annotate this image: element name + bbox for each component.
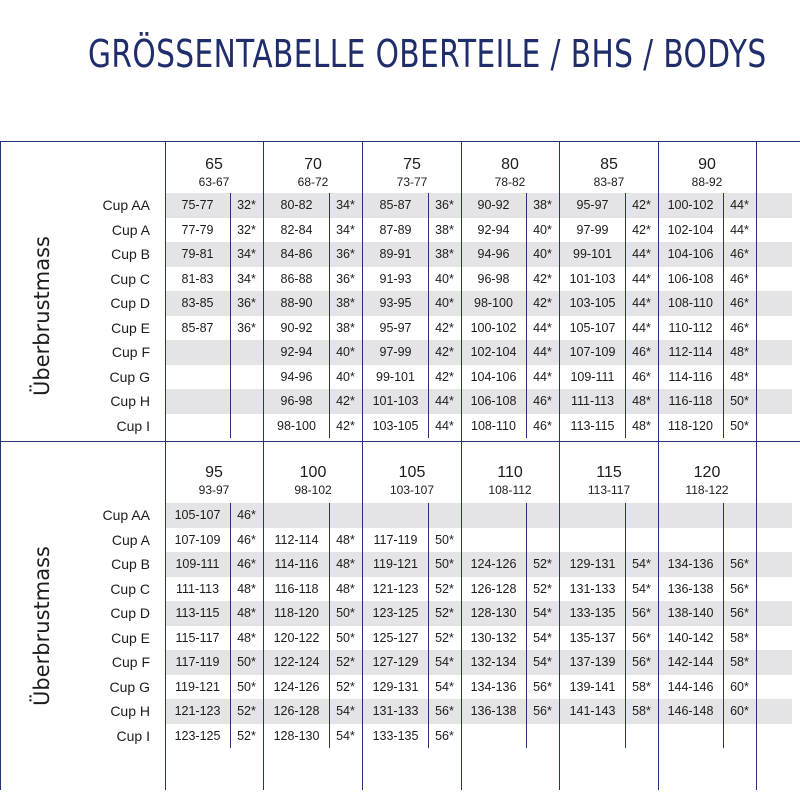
- band-size: 115: [596, 464, 622, 481]
- size-cell: 40*: [533, 222, 552, 237]
- size-cell: 42*: [336, 394, 355, 408]
- size-cell: [625, 528, 658, 552]
- table-top-rule: [0, 141, 800, 142]
- cup-label: Cup AA: [102, 197, 150, 213]
- size-cell: 40*: [336, 345, 355, 359]
- bust-range-cell: 105-107: [174, 508, 221, 522]
- table-left-border: [0, 141, 1, 441]
- size-cell: [625, 503, 658, 527]
- size-cell: 50*: [730, 418, 749, 433]
- band-range: 98-102: [294, 483, 332, 497]
- size-cell: 44*: [730, 222, 749, 237]
- size-cell: 48*: [336, 557, 355, 571]
- size-cell: 48*: [336, 581, 355, 596]
- side-label-ueberbrustmass: Überbrustmass: [30, 235, 54, 396]
- bust-range-cell: 112-114: [274, 532, 319, 547]
- size-cell: 54*: [632, 581, 651, 596]
- cup-label: Cup E: [111, 629, 150, 646]
- size-cell: [526, 528, 559, 552]
- bust-range-cell: 139-141: [569, 679, 616, 694]
- band-size: 70: [304, 156, 322, 173]
- band-size: 105: [398, 464, 426, 481]
- size-cell: [723, 528, 756, 552]
- bust-range-cell: 108-110: [668, 296, 713, 310]
- size-cell: 56*: [730, 606, 749, 620]
- cup-label: Cup G: [109, 678, 150, 695]
- bust-range-cell: 128-130: [273, 728, 320, 743]
- size-cell: 58*: [632, 704, 651, 718]
- size-cell: 48*: [237, 630, 256, 645]
- bust-range-cell: 99-101: [573, 247, 612, 261]
- bust-range-cell: 118-120: [668, 418, 713, 433]
- bust-range-cell: 86-88: [280, 271, 313, 286]
- bust-range-cell: 119-121: [175, 679, 220, 694]
- bust-range-cell: 96-98: [477, 271, 510, 286]
- bust-range-cell: 141-143: [569, 704, 616, 718]
- band-size: 100: [299, 464, 327, 481]
- bust-range-cell: 116-118: [668, 394, 713, 408]
- size-cell: 56*: [632, 630, 651, 645]
- bust-range-cell: 118-120: [274, 606, 319, 620]
- size-cell: 56*: [533, 704, 552, 718]
- bust-range-cell: 117-119: [373, 532, 418, 547]
- bust-range-cell: 132-134: [470, 655, 517, 669]
- bust-range-cell: 121-123: [372, 581, 419, 596]
- size-cell: 44*: [730, 198, 749, 212]
- bust-range-cell: [560, 724, 625, 748]
- bust-range-cell: 126-128: [273, 704, 320, 718]
- size-cell: 54*: [435, 679, 454, 694]
- size-cell: 56*: [435, 728, 454, 743]
- bust-range-cell: 80-82: [280, 198, 313, 212]
- size-cell: 40*: [435, 296, 454, 310]
- bust-range-cell: [658, 503, 723, 527]
- page-title: GRÖSSENTABELLE OBERTEILE / BHS / BODYS: [88, 32, 767, 76]
- size-cell: 58*: [632, 679, 651, 694]
- bust-range-cell: 102-104: [470, 345, 517, 359]
- band-range: 68-72: [297, 175, 329, 189]
- cup-label: Cup A: [111, 531, 150, 548]
- size-cell: [723, 724, 756, 748]
- bust-range-cell: 91-93: [379, 271, 412, 286]
- bust-range-cell: [461, 528, 526, 552]
- size-cell: 50*: [435, 532, 454, 547]
- bust-range-cell: 101-103: [569, 271, 616, 286]
- bust-range-cell: 129-131: [372, 679, 419, 694]
- bust-range-cell: 107-109: [569, 345, 616, 359]
- size-cell: 46*: [533, 418, 552, 433]
- band-size: 85: [600, 156, 618, 173]
- cup-label: Cup G: [109, 368, 150, 385]
- bust-range-cell: 90-92: [280, 320, 313, 335]
- size-cell: 52*: [533, 557, 552, 571]
- bust-range-cell: 77-79: [181, 222, 214, 237]
- band-range: 93-97: [198, 483, 230, 497]
- size-cell: 46*: [237, 532, 256, 547]
- bust-range-cell: 116-118: [274, 581, 319, 596]
- bust-range-cell: [658, 528, 723, 552]
- bust-range-cell: 83-85: [181, 296, 214, 310]
- size-cell: [428, 503, 461, 527]
- size-cell: 52*: [237, 728, 256, 743]
- size-cell: 42*: [435, 320, 454, 335]
- band-range: 108-112: [488, 483, 532, 497]
- size-cell: 38*: [533, 198, 552, 212]
- size-cell: 44*: [533, 320, 552, 335]
- size-cell: 52*: [336, 655, 355, 669]
- bust-range-cell: 111-113: [570, 394, 615, 408]
- bust-range-cell: 125-127: [372, 630, 419, 645]
- bust-range-cell: [560, 528, 625, 552]
- size-cell: 54*: [533, 606, 552, 620]
- bust-range-cell: 146-148: [667, 704, 714, 718]
- size-cell: [230, 365, 263, 389]
- bust-range-cell: 96-98: [280, 394, 313, 408]
- size-cell: 42*: [632, 198, 651, 212]
- bust-range-cell: 136-138: [470, 704, 517, 718]
- cup-label: Cup I: [116, 727, 150, 744]
- bust-range-cell: 133-135: [372, 728, 419, 743]
- bust-range-cell: 109-111: [570, 369, 615, 384]
- size-cell: 56*: [730, 581, 749, 596]
- cup-label: Cup H: [110, 703, 150, 719]
- bust-range-cell: 98-100: [277, 418, 316, 433]
- bust-range-cell: 95-97: [576, 198, 609, 212]
- bust-range-cell: 113-115: [175, 606, 220, 620]
- size-cell: 36*: [336, 271, 355, 286]
- size-cell: [230, 414, 263, 438]
- band-size: 65: [205, 156, 223, 173]
- size-cell: 54*: [435, 655, 454, 669]
- block-separator-rule: [0, 441, 800, 442]
- bust-range-cell: 94-96: [477, 247, 510, 261]
- size-cell: 58*: [730, 630, 749, 645]
- size-cell: 46*: [730, 271, 749, 286]
- bust-range-cell: 124-126: [470, 557, 517, 571]
- size-cell: 48*: [237, 581, 256, 596]
- size-cell: 36*: [237, 296, 256, 310]
- bust-range-cell: 104-106: [667, 247, 714, 261]
- cup-label: Cup C: [110, 580, 150, 597]
- bust-range-cell: 84-86: [280, 247, 313, 261]
- bust-range-cell: 97-99: [576, 222, 609, 237]
- cup-label: Cup A: [111, 221, 150, 238]
- cup-label: Cup D: [110, 605, 150, 621]
- bust-range-cell: 114-116: [668, 369, 713, 384]
- bust-range-cell: 123-125: [174, 728, 221, 743]
- bust-range-cell: 97-99: [379, 345, 412, 359]
- side-label-ueberbrustmass: Überbrustmass: [30, 545, 54, 706]
- bust-range-cell: 114-116: [274, 557, 319, 571]
- bust-range-cell: 137-139: [569, 655, 616, 669]
- size-cell: [526, 503, 559, 527]
- size-cell: 38*: [336, 296, 355, 310]
- bust-range-cell: 100-102: [667, 198, 714, 212]
- size-cell: 46*: [730, 247, 749, 261]
- cup-label: Cup AA: [102, 507, 150, 523]
- size-cell: 52*: [533, 581, 552, 596]
- cup-label: Cup I: [116, 417, 150, 434]
- size-cell: 60*: [730, 704, 749, 718]
- bust-range-cell: [461, 503, 526, 527]
- size-cell: 50*: [435, 557, 454, 571]
- size-cell: 50*: [336, 630, 355, 645]
- bust-range-cell: 99-101: [376, 369, 415, 384]
- size-cell: 46*: [632, 345, 651, 359]
- size-cell: 54*: [533, 655, 552, 669]
- size-cell: 56*: [632, 606, 651, 620]
- bust-range-cell: 88-90: [280, 296, 313, 310]
- bust-range-cell: 121-123: [174, 704, 221, 718]
- bust-range-cell: 85-87: [379, 198, 412, 212]
- bust-range-cell: 87-89: [379, 222, 412, 237]
- bust-range-cell: 98-100: [474, 296, 513, 310]
- cup-label: Cup F: [111, 344, 150, 360]
- size-cell: 44*: [632, 247, 651, 261]
- cup-label: Cup B: [111, 556, 150, 572]
- size-cell: 50*: [237, 679, 256, 694]
- size-cell: 44*: [632, 320, 651, 335]
- size-cell: [625, 724, 658, 748]
- size-cell: 48*: [237, 606, 256, 620]
- bust-range-cell: 81-83: [181, 271, 214, 286]
- bust-range-cell: [461, 724, 526, 748]
- bust-range-cell: 119-121: [373, 557, 418, 571]
- size-cell: 36*: [435, 198, 454, 212]
- bust-range-cell: [165, 389, 230, 413]
- size-cell: 54*: [533, 630, 552, 645]
- cup-label: Cup B: [111, 246, 150, 262]
- size-cell: 44*: [435, 394, 454, 408]
- size-cell: 50*: [730, 394, 749, 408]
- bust-range-cell: 85-87: [181, 320, 214, 335]
- bust-range-cell: 79-81: [181, 247, 214, 261]
- bust-range-cell: 107-109: [174, 532, 221, 547]
- bust-range-cell: 124-126: [273, 679, 320, 694]
- size-cell: 50*: [237, 655, 256, 669]
- bust-range-cell: 133-135: [569, 606, 616, 620]
- bust-range-cell: 95-97: [379, 320, 412, 335]
- size-cell: 52*: [435, 581, 454, 596]
- size-cell: 36*: [237, 320, 256, 335]
- size-cell: 36*: [336, 247, 355, 261]
- size-cell: 42*: [336, 418, 355, 433]
- size-cell: [526, 724, 559, 748]
- size-cell: 56*: [435, 704, 454, 718]
- bust-range-cell: 135-137: [569, 630, 616, 645]
- bust-range-cell: 75-77: [181, 198, 214, 212]
- bust-range-cell: 109-111: [175, 557, 220, 571]
- size-cell: 38*: [435, 222, 454, 237]
- size-cell: 54*: [632, 557, 651, 571]
- bust-range-cell: 131-133: [372, 704, 419, 718]
- bust-range-cell: 104-106: [470, 369, 517, 384]
- size-cell: 34*: [237, 247, 256, 261]
- size-cell: [329, 503, 362, 527]
- bust-range-cell: 93-95: [379, 296, 412, 310]
- size-cell: 52*: [336, 679, 355, 694]
- bust-range-cell: [165, 414, 230, 438]
- bust-range-cell: [363, 503, 428, 527]
- size-cell: 42*: [533, 271, 552, 286]
- bust-range-cell: 117-119: [175, 655, 220, 669]
- size-cell: 38*: [435, 247, 454, 261]
- band-range: 103-107: [389, 483, 435, 497]
- cup-label: Cup C: [110, 270, 150, 287]
- bust-range-cell: 115-117: [175, 630, 220, 645]
- size-cell: 48*: [730, 345, 749, 359]
- size-cell: 34*: [237, 271, 256, 286]
- size-cell: 40*: [533, 247, 552, 261]
- bust-range-cell: 120-122: [273, 630, 320, 645]
- bust-range-cell: [165, 340, 230, 364]
- bust-range-cell: 110-112: [668, 320, 713, 335]
- bust-range-cell: 92-94: [477, 222, 510, 237]
- size-cell: [230, 389, 263, 413]
- bust-range-cell: 94-96: [280, 369, 313, 384]
- size-cell: 46*: [237, 508, 256, 522]
- bust-range-cell: 106-108: [667, 271, 714, 286]
- size-cell: 40*: [336, 369, 355, 384]
- column-divider: [756, 141, 757, 441]
- bust-range-cell: [165, 365, 230, 389]
- band-range: 78-82: [494, 175, 526, 189]
- size-cell: 48*: [730, 369, 749, 384]
- size-cell: 46*: [533, 394, 552, 408]
- size-cell: 32*: [237, 198, 256, 212]
- bust-range-cell: [264, 503, 329, 527]
- bust-range-cell: 130-132: [470, 630, 517, 645]
- band-range: 83-87: [593, 175, 625, 189]
- bust-range-cell: 140-142: [667, 630, 714, 645]
- band-range: 73-77: [396, 175, 428, 189]
- band-size: 95: [205, 464, 223, 481]
- bust-range-cell: 142-144: [667, 655, 714, 669]
- size-cell: 52*: [237, 704, 256, 718]
- cup-label: Cup H: [110, 393, 150, 409]
- bust-range-cell: [560, 503, 625, 527]
- size-cell: [723, 503, 756, 527]
- size-cell: 52*: [435, 606, 454, 620]
- cup-label: Cup D: [110, 295, 150, 311]
- size-cell: 44*: [533, 369, 552, 384]
- bust-range-cell: 106-108: [470, 394, 517, 408]
- size-cell: 56*: [632, 655, 651, 669]
- column-divider: [756, 441, 757, 790]
- size-cell: 46*: [632, 369, 651, 384]
- size-cell: 44*: [435, 418, 454, 433]
- bust-range-cell: [658, 724, 723, 748]
- band-range: 118-122: [685, 483, 729, 497]
- bust-range-cell: 90-92: [477, 198, 510, 212]
- bust-range-cell: 101-103: [372, 394, 419, 408]
- band-size: 90: [698, 156, 716, 173]
- bust-range-cell: 128-130: [470, 606, 517, 620]
- size-cell: 58*: [730, 655, 749, 669]
- size-cell: 40*: [435, 271, 454, 286]
- bust-range-cell: 111-113: [175, 581, 220, 596]
- band-size: 75: [403, 156, 421, 173]
- bust-range-cell: 82-84: [280, 222, 313, 237]
- size-cell: 38*: [336, 320, 355, 335]
- size-cell: 60*: [730, 679, 749, 694]
- bust-range-cell: 113-115: [570, 418, 615, 433]
- size-cell: 42*: [533, 296, 552, 310]
- bust-range-cell: 129-131: [569, 557, 616, 571]
- size-cell: 44*: [632, 296, 651, 310]
- bust-range-cell: 126-128: [470, 581, 517, 596]
- bust-range-cell: 131-133: [569, 581, 616, 596]
- size-cell: [230, 340, 263, 364]
- bust-range-cell: 108-110: [471, 418, 516, 433]
- bust-range-cell: 89-91: [379, 247, 412, 261]
- size-cell: 42*: [435, 369, 454, 384]
- table-left-border: [0, 441, 1, 790]
- bust-range-cell: 100-102: [470, 320, 517, 335]
- size-cell: 34*: [336, 198, 355, 212]
- band-range: 88-92: [691, 175, 723, 189]
- size-cell: 56*: [730, 557, 749, 571]
- size-cell: 42*: [435, 345, 454, 359]
- band-size: 110: [497, 464, 523, 481]
- size-cell: 44*: [632, 271, 651, 286]
- band-size: 80: [501, 156, 519, 173]
- bust-range-cell: 92-94: [280, 345, 313, 359]
- bust-range-cell: 134-136: [470, 679, 517, 694]
- size-cell: 32*: [237, 222, 256, 237]
- size-cell: 48*: [632, 394, 651, 408]
- size-cell: 48*: [632, 418, 651, 433]
- bust-range-cell: 103-105: [372, 418, 419, 433]
- band-size: 120: [693, 464, 721, 481]
- band-range: 63-67: [198, 175, 230, 189]
- bust-range-cell: 123-125: [372, 606, 419, 620]
- size-cell: 42*: [632, 222, 651, 237]
- size-cell: 46*: [730, 296, 749, 310]
- bust-range-cell: 103-105: [569, 296, 616, 310]
- band-range: 113-117: [587, 483, 631, 497]
- bust-range-cell: 136-138: [667, 581, 714, 596]
- cup-label: Cup F: [111, 654, 150, 670]
- size-cell: 56*: [533, 679, 552, 694]
- bust-range-cell: 138-140: [667, 606, 714, 620]
- bust-range-cell: 112-114: [668, 345, 713, 359]
- bust-range-cell: 134-136: [667, 557, 714, 571]
- size-cell: 34*: [336, 222, 355, 237]
- size-cell: 48*: [336, 532, 355, 547]
- cup-label: Cup E: [111, 319, 150, 336]
- size-cell: 50*: [336, 606, 355, 620]
- bust-range-cell: 105-107: [569, 320, 616, 335]
- size-cell: 54*: [336, 704, 355, 718]
- size-cell: 46*: [730, 320, 749, 335]
- size-cell: 52*: [435, 630, 454, 645]
- bust-range-cell: 122-124: [273, 655, 320, 669]
- bust-range-cell: 127-129: [372, 655, 419, 669]
- size-cell: 54*: [336, 728, 355, 743]
- size-cell: 44*: [533, 345, 552, 359]
- bust-range-cell: 102-104: [667, 222, 714, 237]
- bust-range-cell: 144-146: [667, 679, 714, 694]
- size-cell: 46*: [237, 557, 256, 571]
